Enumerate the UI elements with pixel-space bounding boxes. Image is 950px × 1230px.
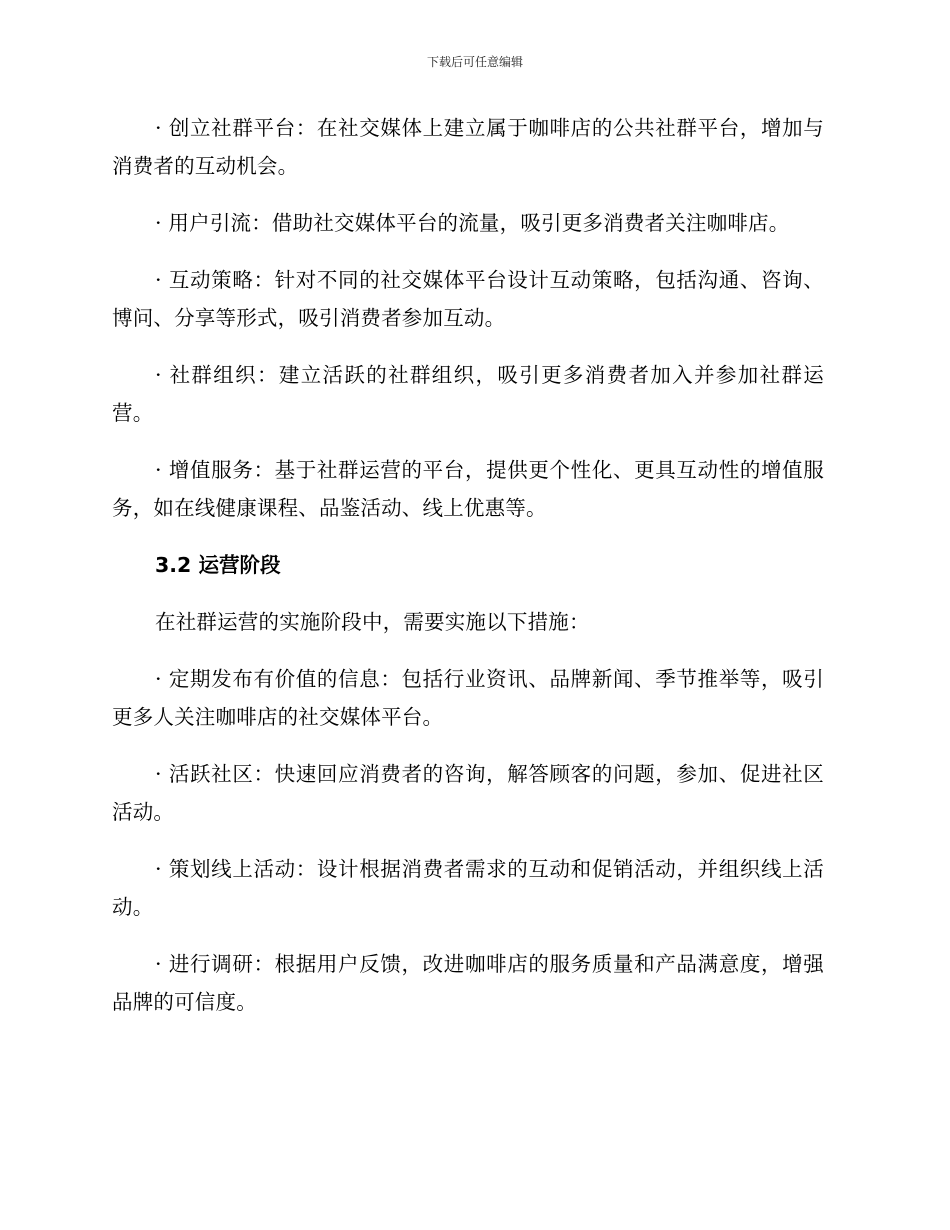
list-item-active-community: · 活跃社区：快速回应消费者的咨询，解答顾客的问题，参加、促进社区活动。	[112, 762, 824, 824]
paragraph-community-organization: · 社群组织：建立活跃的社群组织，吸引更多消费者加入并参加社群运营。	[112, 363, 824, 425]
paragraph-user-traffic: · 用户引流：借助社交媒体平台的流量，吸引更多消费者关注咖啡店。	[155, 211, 790, 235]
section-heading: 3.2 运营阶段	[155, 553, 281, 577]
page-header: 下载后可任意编辑	[426, 55, 523, 69]
paragraph-community-platform: · 创立社群平台：在社交媒体上建立属于咖啡店的公共社群平台，增加与消费者的互动机会。	[112, 116, 824, 178]
list-item-publish-info: · 定期发布有价值的信息：包括行业资讯、品牌新闻、季节推举等，吸引更多人关注咖啡店的社交媒体平台。	[112, 667, 824, 729]
section-intro: 在社群运营的实施阶段中，需要实施以下措施：	[155, 610, 590, 634]
list-item-research: · 进行调研：根据用户反馈，改进咖啡店的服务质量和产品满意度，增强品牌的可信度。	[112, 952, 824, 1014]
document-body	[112, 109, 824, 1040]
list-item-online-events: · 策划线上活动：设计根据消费者需求的互动和促销活动，并组织线上活动。	[112, 857, 824, 919]
paragraph-value-added-services: · 增值服务：基于社群运营的平台，提供更个性化、更具互动性的增值服务，如在线健康课程、品鉴活动、线上优惠等。	[112, 458, 824, 520]
paragraph-interaction-strategy: · 互动策略：针对不同的社交媒体平台设计互动策略，包括沟通、咨询、博问、分享等形式，吸引消费者参加互动。	[112, 268, 824, 330]
